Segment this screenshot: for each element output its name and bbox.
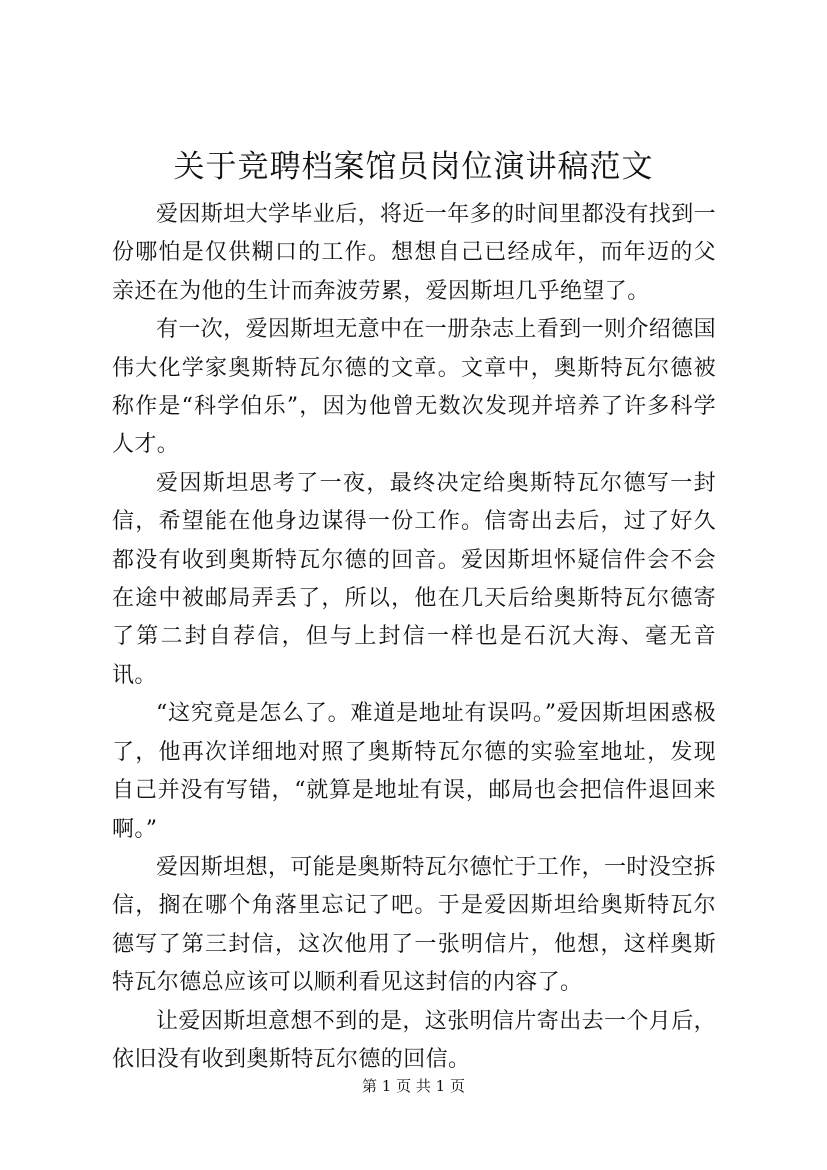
paragraph: 爱因斯坦思考了一夜，最终决定给奥斯特瓦尔德写一封信，希望能在他身边谋得一份工作。信寄出去后，过了好久都没有收到奥斯特瓦尔德的回音。爱因斯坦怀疑信件会不会在途中被邮局弄丢了，所以，他在几天后给奥斯特瓦尔德寄了第二封自荐信，但与上封信一样也是石沉大海、毫无音讯。	[112, 470, 716, 688]
page-number-footer: 第 1 页 共 1 页	[362, 1077, 465, 1095]
paragraph: 让爱因斯坦意想不到的是，这张明信片寄出去一个月后，依旧没有收到奥斯特瓦尔德的回信。	[112, 1008, 717, 1072]
paragraph: 爱因斯坦大学毕业后，将近一年多的时间里都没有找到一份哪怕是仅供糊口的工作。想想自己已经成年，而年迈的父亲还在为他的生计而奔波劳累，爱因斯坦几乎绝望了。	[112, 202, 717, 304]
paragraph: “这究竟是怎么了。难道是地址有误吗。”爱因斯坦困惑极了，他再次详细地对照了奥斯特瓦尔德的实验室地址，发现自己并没有写错，“就算是地址有误，邮局也会把信件退回来啊。”	[112, 701, 716, 842]
paragraph: 爱因斯坦想，可能是奥斯特瓦尔德忙于工作，一时没空拆信，搁在哪个角落里忘记了吧。于是爱因斯坦给奥斯特瓦尔德写了第三封信，这次他用了一张明信片，他想，这样奥斯特瓦尔德总应该可以顺利看见这封信的内容了。	[112, 854, 717, 996]
document-title: 关于竞聘档案馆员岗位演讲稿范文	[173, 149, 654, 185]
document-body	[112, 196, 716, 1079]
paragraph: 有一次，爱因斯坦无意中在一册杂志上看到一则介绍德国伟大化学家奥斯特瓦尔德的文章。文章中，奥斯特瓦尔德被称作是“科学伯乐”，因为他曾无数次发现并培养了许多科学人才。	[112, 317, 717, 458]
